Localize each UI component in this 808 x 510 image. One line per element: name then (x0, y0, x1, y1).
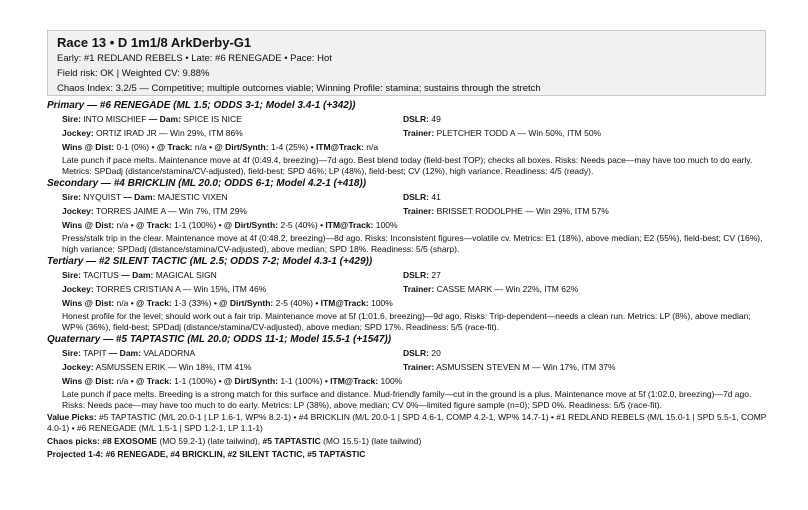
dam-value: MAGICAL SIGN (155, 270, 217, 280)
dam-value: MAJESTIC VIXEN (157, 192, 228, 202)
jockey-value: TORRES JAIME A — Win 7%, ITM 29% (95, 206, 247, 216)
race-header-box (47, 30, 766, 96)
dam-value: SPICE IS NICE (183, 114, 242, 124)
itm-value: n/a (366, 142, 379, 152)
pace-summary: Early: #1 REDLAND REBELS • Late: #6 RENEGADE • Pace: Hot (57, 53, 332, 64)
wins-dist-value: 0-1 (0%) (116, 142, 150, 152)
dirt-value: 1-1 (100%) (280, 376, 323, 386)
wins-dist-value: n/a (116, 220, 129, 230)
chaos-index: Chaos Index: 3.2/5 — Competitive; multiple outcomes viable; Winning Profile: stamina; sustains through the stretch (57, 83, 541, 94)
dslr-label: DSLR: (403, 348, 429, 358)
wins-dist-label: Wins @ Dist: (62, 142, 115, 152)
pick-title: Quaternary — #5 TAPTASTIC (ML 20.0; ODDS 11-1; Model 15.5-1 (+1547)) (47, 334, 392, 345)
sire-value: TAPIT (83, 348, 107, 358)
pick-title: Primary — #6 RENEGADE (ML 1.5; ODDS 3-1; Model 3.4-1 (+342)) (47, 100, 356, 111)
sire-label: Sire: (62, 348, 81, 358)
dslr-value: 27 (431, 270, 441, 280)
dirt-label: • @ Dirt/Synth: (209, 142, 269, 152)
dirt-value: 2-5 (40%) (280, 220, 318, 230)
trainer-value: ASMUSSEN STEVEN M — Win 17%, ITM 37% (436, 362, 616, 372)
connections-row (47, 126, 772, 140)
dirt-value: 2-5 (40%) (275, 298, 313, 308)
itm-value: 100% (371, 298, 393, 308)
wins-dist-label: Wins @ Dist: (62, 298, 115, 308)
pick-section-quaternary (47, 333, 772, 410)
track-value: 1-1 (100%) (174, 376, 217, 386)
itm-label: • ITM@Track: (320, 220, 374, 230)
sire-label: Sire: (62, 270, 81, 280)
trainer-label: Trainer: (403, 206, 435, 216)
dslr-value: 49 (431, 114, 441, 124)
pick-section-tertiary (47, 255, 772, 332)
dslr-label: DSLR: (403, 270, 429, 280)
itm-label: • ITM@Track: (315, 298, 369, 308)
wins-row (47, 296, 772, 311)
dslr-label: DSLR: (403, 192, 429, 202)
sire-value: INTO MISCHIEF (83, 114, 147, 124)
itm-value: 100% (375, 220, 398, 230)
value-picks (47, 412, 772, 434)
pedigree-row (47, 190, 772, 204)
dam-label: — Dam: (121, 270, 154, 280)
wins-dist-label: Wins @ Dist: (62, 220, 115, 230)
pick-notes: Press/stalk trip in the clear. Maintenance move at 4f (0:48.2, breezing)—8d ago. Risks: Inconsistent figures—volatile cv. Metrics: E1 (18%), above median; E2 (55%), field-best; CV (16%), high variance; SPDadj (distance/stamina/CV-adjusted), above median; SPD 18%. Readiness: 5/5 (sharp). (62, 233, 763, 254)
jockey-label: Jockey: (62, 362, 94, 372)
wins-row (47, 140, 772, 155)
dam-value: VALADORNA (143, 348, 196, 358)
track-value: 1-1 (100%) (174, 220, 217, 230)
track-label: • @ Track: (130, 376, 172, 386)
wins-dist-value: n/a (116, 376, 129, 386)
chaos-pick-2: #5 TAPTASTIC (262, 436, 321, 446)
trainer-value: BRISSET RODOLPHE — Win 29%, ITM 57% (436, 206, 609, 216)
trainer-label: Trainer: (403, 362, 435, 372)
value-picks-label: Value Picks: (47, 412, 97, 422)
dam-label: — Dam: (148, 114, 181, 124)
projected-order (47, 449, 772, 460)
dirt-value: 1-4 (25%) (270, 142, 309, 152)
pedigree-row (47, 268, 772, 282)
connections-row (47, 204, 772, 218)
chaos-picks-label: Chaos picks: (47, 436, 100, 446)
pedigree-row (47, 112, 772, 126)
itm-label: • ITM@Track: (324, 376, 379, 386)
jockey-label: Jockey: (62, 206, 94, 216)
connections-row (47, 282, 772, 296)
dirt-label: • @ Dirt/Synth: (213, 298, 274, 308)
trainer-value: PLETCHER TODD A — Win 50%, ITM 50% (436, 128, 602, 138)
dam-label: — Dam: (123, 192, 156, 202)
track-label: • @ Track: (130, 298, 172, 308)
dslr-value: 41 (431, 192, 441, 202)
trainer-value: CASSE MARK — Win 22%, ITM 62% (436, 284, 579, 294)
sire-label: Sire: (62, 192, 81, 202)
chaos-pick-2-note: (MO 15.5-1) (late tailwind) (323, 436, 422, 446)
jockey-value: ORTIZ IRAD JR — Win 29%, ITM 86% (96, 128, 243, 138)
track-label: • @ Track: (130, 220, 172, 230)
pick-notes: Late punch if pace melts. Breeding is a strong match for this surface and distance. Mud-friendly family—cut in the ground is a plus. Maintenance move at 5f (1:02.0, breezing)—7d ago. Risks: Needs pace—may have too much to do early. Metrics: LP (38%), above median; CV 0%—limited figure sample (n=0); SPD 0%. Readiness: 5/5 (race-fit). (62, 389, 752, 410)
sire-value: NYQUIST (83, 192, 121, 202)
race-title: Race 13 • D 1m1/8 ArkDerby-G1 (57, 35, 252, 50)
track-value: 1-3 (33%) (174, 298, 212, 308)
jockey-value: ASMUSSEN ERIK — Win 18%, ITM 41% (95, 362, 252, 372)
track-label: • @ Track: (151, 142, 193, 152)
jockey-label: Jockey: (62, 128, 94, 138)
jockey-label: Jockey: (62, 284, 94, 294)
itm-value: 100% (380, 376, 403, 386)
pick-title: Secondary — #4 BRICKLIN (ML 20.0; ODDS 6-1; Model 4.2-1 (+418)) (47, 178, 367, 189)
dam-label: — Dam: (108, 348, 141, 358)
pick-notes: Late punch if pace melts. Maintenance move at 4f (0:49.4, breezing)—7d ago. Best blend today (field-best TOP); checks all boxes. Risks: Needs pace—may have too much to do early. Metrics: SPDadj (distance/stamina/CV-adjusted), field-best; SPD 46%; LP (48%), field-best; CV (12%), high variance. Readiness: 4/5 (ready). (62, 155, 753, 176)
connections-row (47, 360, 772, 374)
dslr-label: DSLR: (403, 114, 429, 124)
chaos-pick-1: #8 EXOSOME (102, 436, 158, 446)
projected-text: #6 RENEGADE, #4 BRICKLIN, #2 SILENT TACTIC, #5 TAPTASTIC (105, 449, 366, 459)
jockey-value: TORRES CRISTIAN A — Win 15%, ITM 46% (95, 284, 267, 294)
sire-value: TACITUS (83, 270, 119, 280)
chaos-picks (47, 436, 772, 447)
itm-label: • ITM@Track: (310, 142, 364, 152)
projected-label: Projected 1-4: (47, 449, 104, 459)
sire-label: Sire: (62, 114, 81, 124)
value-picks-text: #5 TAPTASTIC (M/L 20.0-1 | LP 1.6-1, WP% 8.2-1) • #4 BRICKLIN (M/L 20.0-1 | SPD 4.6-1, COMP 4.2-1, WP% 14.7-1) • #1 REDLAND REBELS (M/L 15.0-1 | SPD 5.5-1, COMP 4.0-1) • #6 RENEGADE (M/L 1.5-1 | SPD 1.2-1, LP 1.1-1) (47, 412, 767, 433)
dirt-label: • @ Dirt/Synth: (218, 220, 278, 230)
pick-section-primary (47, 99, 772, 176)
pick-title: Tertiary — #2 SILENT TACTIC (ML 2.5; ODDS 7-2; Model 4.3-1 (+429)) (47, 256, 373, 267)
pick-section-secondary (47, 177, 772, 254)
picks-content (47, 98, 772, 460)
chaos-pick-1-note: (MO 59.2-1) (late tailwind), (159, 436, 261, 446)
wins-row (47, 218, 772, 233)
pick-notes: Honest profile for the level; should work out a fair trip. Maintenance move at 5f (1:01.6, breezing)—9d ago. Risks: Trip-dependent—needs a clean run. Metrics: LP (8%), above median; WP% (36%), field-best; SPDadj (distance/stamina/CV-adjusted), above median; SPD 17%. Readiness: 5/5 (race-fit). (62, 311, 751, 332)
trainer-label: Trainer: (403, 284, 435, 294)
trainer-label: Trainer: (403, 128, 435, 138)
dslr-value: 20 (431, 348, 441, 358)
pedigree-row (47, 346, 772, 360)
wins-row (47, 374, 772, 389)
wins-dist-value: n/a (116, 298, 129, 308)
wins-dist-label: Wins @ Dist: (62, 376, 115, 386)
dirt-label: • @ Dirt/Synth: (218, 376, 278, 386)
field-risk: Field risk: OK | Weighted CV: 9.88% (57, 68, 210, 79)
track-value: n/a (194, 142, 207, 152)
